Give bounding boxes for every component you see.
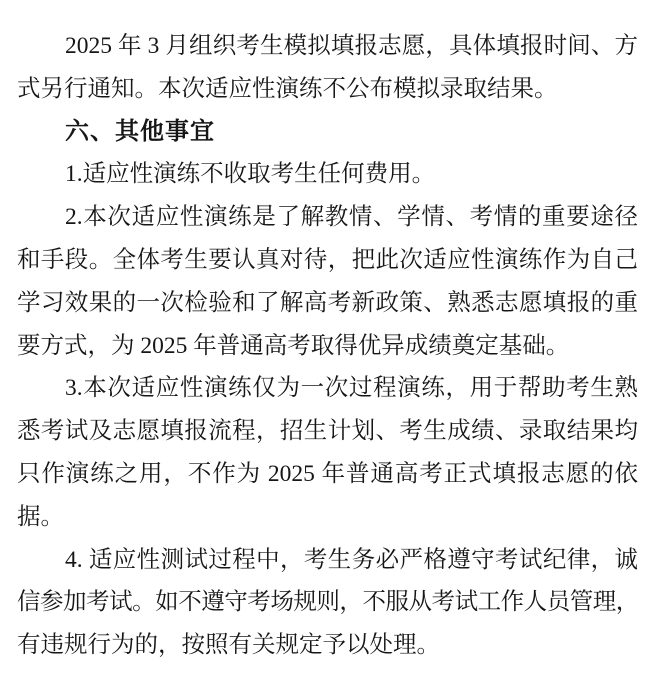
text-line: 2025 年 3 月组织考生模拟填报志愿，具体填报时间、方 xyxy=(65,33,638,59)
paragraph-heading xyxy=(17,111,638,154)
text-line: 只作演练之用，不作为 2025 年普通高考正式填报志愿的依 xyxy=(17,460,638,487)
text-line: 学习效果的一次检验和了解高考新政策、熟悉志愿填报的重 xyxy=(17,289,638,316)
paragraph-item-4 xyxy=(17,539,638,667)
text-line: 要方式，为 2025 年普通高考取得优异成绩奠定基础。 xyxy=(17,332,570,359)
text-line: 悉考试及志愿填报流程，招生计划、考生成绩、录取结果均 xyxy=(17,418,638,445)
text-line: 3.本次适应性演练仅为一次过程演练，用于帮助考生熟 xyxy=(65,375,638,402)
paragraph-item-2 xyxy=(17,196,638,367)
text-line: 和手段。全体考生要认真对待，把此次适应性演练作为自己 xyxy=(17,246,638,273)
paragraph-item-1 xyxy=(17,153,638,196)
text-line: 4. 适应性测试过程中，考生务必严格遵守考试纪律，诚 xyxy=(65,546,638,573)
text-line: 1.适应性演练不收取考生任何费用。 xyxy=(65,161,436,188)
paragraph-item-3 xyxy=(17,367,638,538)
text-line: 据。 xyxy=(17,503,64,530)
section-heading: 六、其他事宜 xyxy=(65,117,215,145)
paragraph-intro xyxy=(17,25,638,111)
text-line: 有违规行为的，按照有关规定予以处理。 xyxy=(17,632,440,659)
text-line: 信参加考试。如不遵守考场规则，不服从考试工作人员管理， xyxy=(17,589,638,616)
text-line: 式另行通知。本次适应性演练不公布模拟录取结果。 xyxy=(17,75,558,102)
text-line: 2.本次适应性演练是了解教情、学情、考情的重要途径 xyxy=(65,204,638,231)
